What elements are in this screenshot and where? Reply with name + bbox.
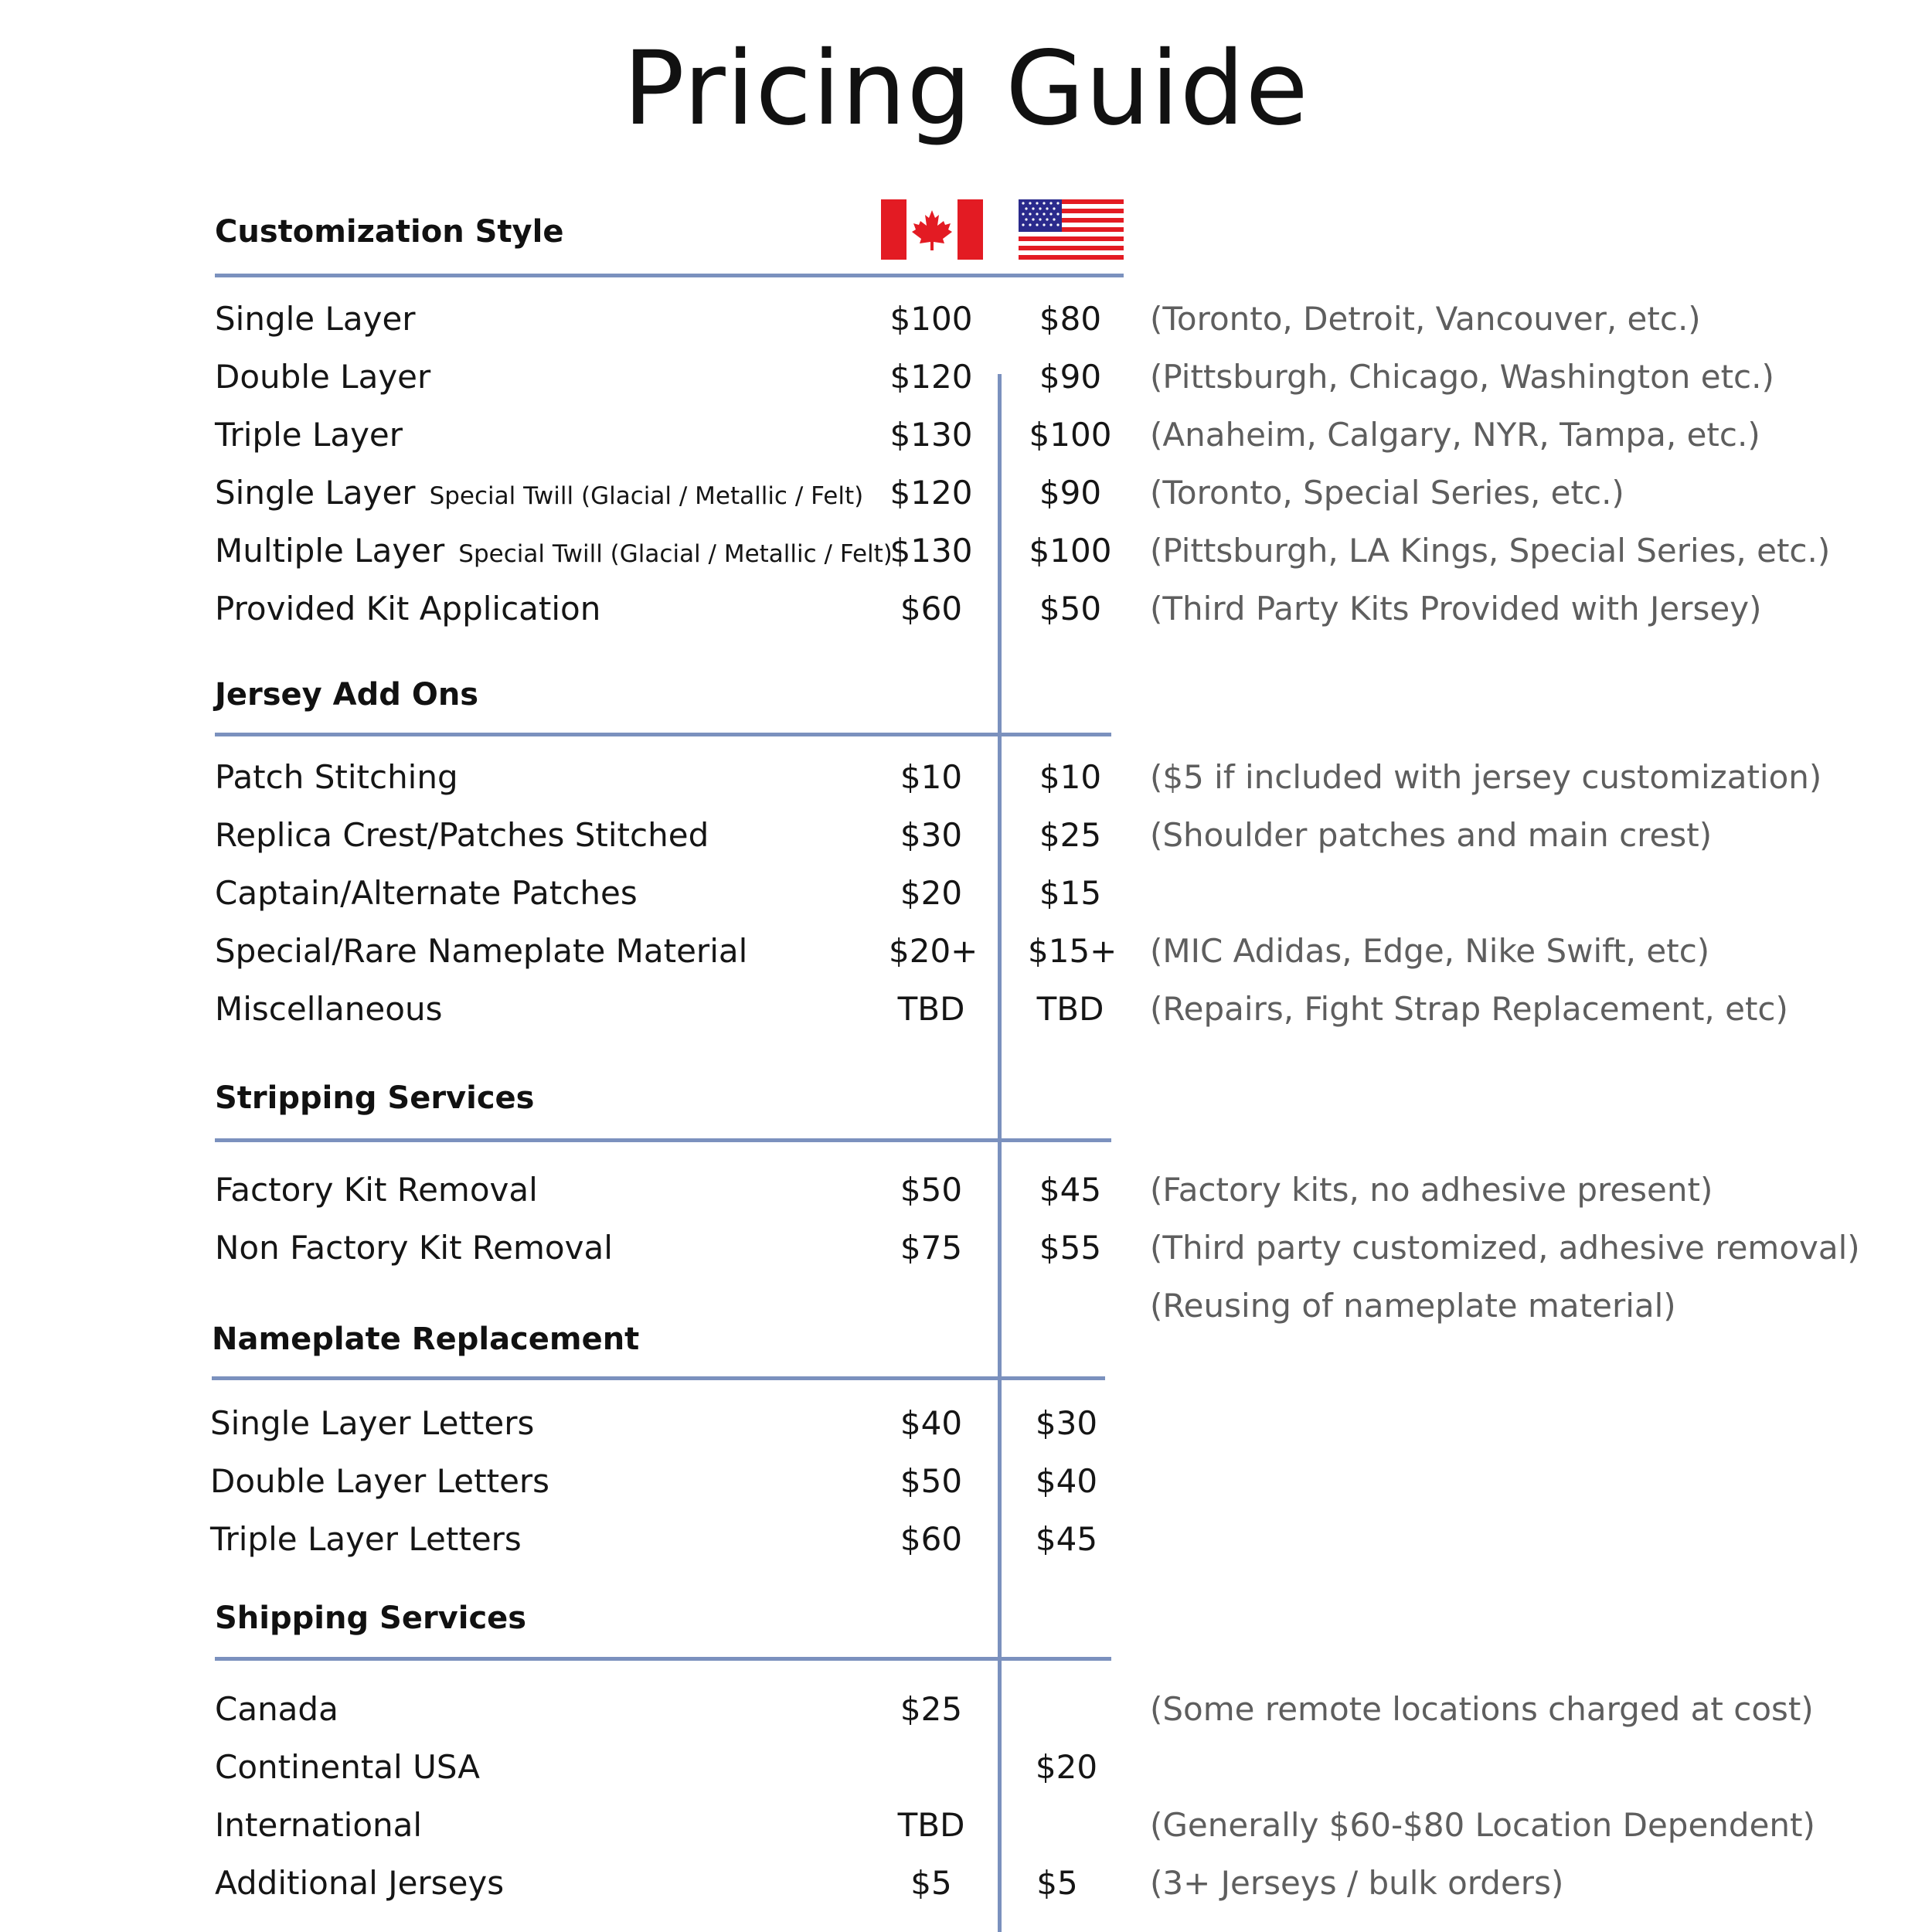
- price-cad: $75: [900, 1229, 963, 1267]
- price-usd: $90: [1039, 474, 1102, 512]
- section-rule: [215, 1138, 1111, 1142]
- item-note: (Reusing of nameplate material): [1150, 1287, 1676, 1325]
- price-cad: $10: [900, 758, 963, 796]
- price-cad: $130: [889, 532, 973, 570]
- usa-flag-icon: [1019, 199, 1124, 260]
- price-cad: TBD: [897, 1806, 965, 1844]
- price-usd: TBD: [1036, 990, 1104, 1028]
- item-label: Provided Kit Application: [215, 590, 601, 628]
- item-note: (Pittsburgh, LA Kings, Special Series, etc.): [1150, 532, 1831, 570]
- price-usd: $10: [1039, 758, 1102, 796]
- price-usd: $15: [1039, 874, 1102, 912]
- item-sublabel: Special Twill (Glacial / Metallic / Felt): [429, 482, 864, 510]
- section-heading-stripping-services: Stripping Services: [215, 1080, 535, 1116]
- price-cad: $100: [889, 300, 973, 338]
- price-usd: $15+: [1028, 932, 1117, 970]
- price-usd: $5: [1036, 1864, 1078, 1902]
- section-heading-customization-style: Customization Style: [215, 214, 564, 250]
- price-usd: $50: [1039, 590, 1102, 628]
- price-usd: $45: [1035, 1520, 1098, 1558]
- price-usd: $20: [1035, 1748, 1098, 1786]
- item-note: (Shoulder patches and main crest): [1150, 816, 1713, 854]
- price-cad: $120: [889, 358, 973, 396]
- price-usd: $55: [1039, 1229, 1102, 1267]
- item-note: (Third party customized, adhesive removal): [1150, 1229, 1860, 1267]
- price-cad: $30: [900, 816, 963, 854]
- item-label: Double Layer: [215, 358, 431, 396]
- item-note: (3+ Jerseys / bulk orders): [1150, 1864, 1564, 1902]
- price-usd: $30: [1035, 1404, 1098, 1442]
- price-cad: $20+: [889, 932, 978, 970]
- item-label: Triple Layer Letters: [210, 1520, 522, 1558]
- item-note: (Generally $60-$80 Location Dependent): [1150, 1806, 1815, 1844]
- item-note: (Repairs, Fight Strap Replacement, etc): [1150, 990, 1788, 1028]
- price-usd: $40: [1035, 1462, 1098, 1500]
- section-heading-shipping-services: Shipping Services: [215, 1600, 527, 1636]
- item-label: Factory Kit Removal: [215, 1171, 538, 1209]
- item-note: (Third Party Kits Provided with Jersey): [1150, 590, 1762, 628]
- section-rule: [212, 1376, 1105, 1380]
- section-heading-jersey-add-ons: Jersey Add Ons: [215, 677, 479, 713]
- price-cad: $60: [900, 1520, 963, 1558]
- column-divider: [998, 374, 1002, 1932]
- item-label: International: [215, 1806, 423, 1844]
- canada-flag-icon: [881, 199, 983, 260]
- price-usd: $100: [1029, 532, 1112, 570]
- price-usd: $25: [1039, 816, 1102, 854]
- price-usd: $45: [1039, 1171, 1102, 1209]
- item-label: Triple Layer: [215, 416, 403, 454]
- price-cad: $50: [900, 1171, 963, 1209]
- page-title: Pricing Guide: [623, 29, 1309, 148]
- item-sublabel: Special Twill (Glacial / Metallic / Felt): [458, 540, 893, 568]
- section-rule: [215, 733, 1111, 736]
- item-note: (Some remote locations charged at cost): [1150, 1690, 1814, 1728]
- item-note: (Toronto, Special Series, etc.): [1150, 474, 1624, 512]
- item-label: Single Layer Special Twill (Glacial / Metallic / Felt): [215, 474, 864, 512]
- item-note: (MIC Adidas, Edge, Nike Swift, etc): [1150, 932, 1710, 970]
- item-label: Special/Rare Nameplate Material: [215, 932, 748, 970]
- item-note: (Factory kits, no adhesive present): [1150, 1171, 1713, 1209]
- section-rule: [215, 274, 1124, 277]
- item-label: Replica Crest/Patches Stitched: [215, 816, 709, 854]
- price-cad: $50: [900, 1462, 963, 1500]
- item-label: Miscellaneous: [215, 990, 443, 1028]
- item-label: Multiple Layer Special Twill (Glacial / Metallic / Felt): [215, 532, 893, 570]
- item-label: Double Layer Letters: [210, 1462, 550, 1500]
- price-cad: $130: [889, 416, 973, 454]
- item-note: (Anaheim, Calgary, NYR, Tampa, etc.): [1150, 416, 1760, 454]
- price-cad: $120: [889, 474, 973, 512]
- price-cad: $60: [900, 590, 963, 628]
- price-cad: TBD: [897, 990, 965, 1028]
- item-label: Single Layer: [215, 300, 416, 338]
- price-cad: $25: [900, 1690, 963, 1728]
- price-cad: $5: [910, 1864, 952, 1902]
- section-rule: [215, 1657, 1111, 1661]
- item-label: Canada: [215, 1690, 338, 1728]
- item-note: (Pittsburgh, Chicago, Washington etc.): [1150, 358, 1774, 396]
- item-label: Continental USA: [215, 1748, 480, 1786]
- section-heading-nameplate-replacement: Nameplate Replacement: [212, 1321, 640, 1357]
- price-usd: $100: [1029, 416, 1112, 454]
- price-cad: $40: [900, 1404, 963, 1442]
- item-label: Single Layer Letters: [210, 1404, 535, 1442]
- item-label: Patch Stitching: [215, 758, 458, 796]
- price-cad: $20: [900, 874, 963, 912]
- item-label: Additional Jerseys: [215, 1864, 505, 1902]
- price-usd: $80: [1039, 300, 1102, 338]
- item-label: Captain/Alternate Patches: [215, 874, 638, 912]
- item-label: Non Factory Kit Removal: [215, 1229, 613, 1267]
- item-note: ($5 if included with jersey customization): [1150, 758, 1822, 796]
- item-note: (Toronto, Detroit, Vancouver, etc.): [1150, 300, 1701, 338]
- price-usd: $90: [1039, 358, 1102, 396]
